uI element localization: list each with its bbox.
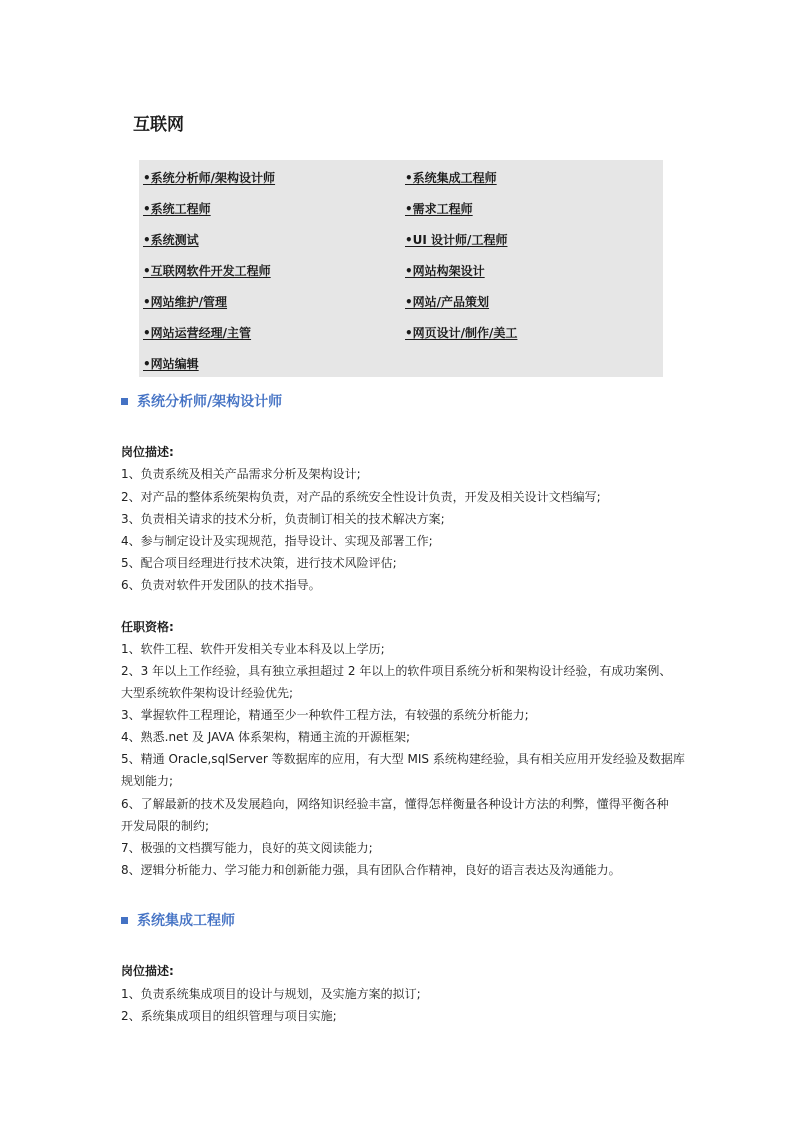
qualification-line: 7、极强的文档撰写能力，良好的英文阅读能力; xyxy=(121,841,373,855)
section-heading-text: 系统集成工程师 xyxy=(137,913,235,929)
description-line: 5、配合项目经理进行技术决策，进行技术风险评估; xyxy=(121,556,397,570)
job-description-label: 岗位描述: xyxy=(121,445,174,459)
description-line: 4、参与制定设计及实现规范，指导设计、实现及部署工作; xyxy=(121,534,433,548)
section-heading-system-integration xyxy=(121,910,235,930)
job-description-label: 岗位描述: xyxy=(121,964,174,978)
toc-link-website-operations-manager[interactable]: •网站运营经理/主管 xyxy=(143,326,252,340)
toc-link-requirements-engineer[interactable]: •需求工程师 xyxy=(405,202,473,216)
toc-link-website-architecture[interactable]: •网站构架设计 xyxy=(405,264,485,278)
qualification-line: 大型系统软件架构设计经验优先; xyxy=(121,686,294,700)
qualification-line: 开发局限的制约; xyxy=(121,819,210,833)
toc-link-website-editor[interactable]: •网站编辑 xyxy=(143,357,199,371)
description-line: 1、负责系统及相关产品需求分析及架构设计; xyxy=(121,467,361,481)
heading-bullet-icon xyxy=(121,917,128,924)
qualification-line: 3、掌握软件工程理论，精通至少一种软件工程方法，有较强的系统分析能力; xyxy=(121,708,529,722)
section-heading-system-analyst xyxy=(121,391,282,411)
qualification-line: 2、3 年以上工作经验，具有独立承担超过 2 年以上的软件项目系统分析和架构设计经验，有成功案例、 xyxy=(121,664,672,678)
toc-link-system-integration[interactable]: •系统集成工程师 xyxy=(405,171,497,185)
toc-link-system-engineer[interactable]: •系统工程师 xyxy=(143,202,211,216)
toc-link-web-design[interactable]: •网页设计/制作/美工 xyxy=(405,326,518,340)
toc-link-system-testing[interactable]: •系统测试 xyxy=(143,233,199,247)
description-line: 1、负责系统集成项目的设计与规划，及实施方案的拟订; xyxy=(121,987,421,1001)
toc-link-website-maintenance[interactable]: •网站维护/管理 xyxy=(143,295,228,309)
toc-link-internet-software-dev[interactable]: •互联网软件开发工程师 xyxy=(143,264,271,278)
qualification-line: 规划能力; xyxy=(121,774,174,788)
description-line: 3、负责相关请求的技术分析，负责制订相关的技术解决方案; xyxy=(121,512,445,526)
section-heading-text: 系统分析师/架构设计师 xyxy=(137,394,283,410)
qualification-line: 5、精通 Oracle,sqlServer 等数据库的应用，有大型 MIS 系统构建经验，具有相关应用开发经验及数据库 xyxy=(121,752,685,766)
toc-link-website-product-planning[interactable]: •网站/产品策划 xyxy=(405,295,490,309)
qualification-line: 8、逻辑分析能力、学习能力和创新能力强，具有团队合作精神，良好的语言表达及沟通能力。 xyxy=(121,863,621,877)
qualification-line: 1、软件工程、软件开发相关专业本科及以上学历; xyxy=(121,642,385,656)
description-line: 2、系统集成项目的组织管理与项目实施; xyxy=(121,1009,337,1023)
description-line: 6、负责对软件开发团队的技术指导。 xyxy=(121,578,321,592)
toc-box xyxy=(139,160,663,377)
heading-bullet-icon xyxy=(121,398,128,405)
toc-link-ui-designer[interactable]: •UI 设计师/工程师 xyxy=(405,233,508,247)
description-line: 2、对产品的整体系统架构负责，对产品的系统安全性设计负责，开发及相关设计文档编写; xyxy=(121,490,601,504)
page-title: 互联网 xyxy=(133,115,184,135)
toc-link-system-analyst[interactable]: •系统分析师/架构设计师 xyxy=(143,171,276,185)
qualifications-label: 任职资格: xyxy=(121,620,174,634)
qualification-line: 4、熟悉.net 及 JAVA 体系架构，精通主流的开源框架; xyxy=(121,730,411,744)
qualification-line: 6、了解最新的技术及发展趋向，网络知识经验丰富，懂得怎样衡量各种设计方法的利弊，懂得平衡各种 xyxy=(121,797,669,811)
